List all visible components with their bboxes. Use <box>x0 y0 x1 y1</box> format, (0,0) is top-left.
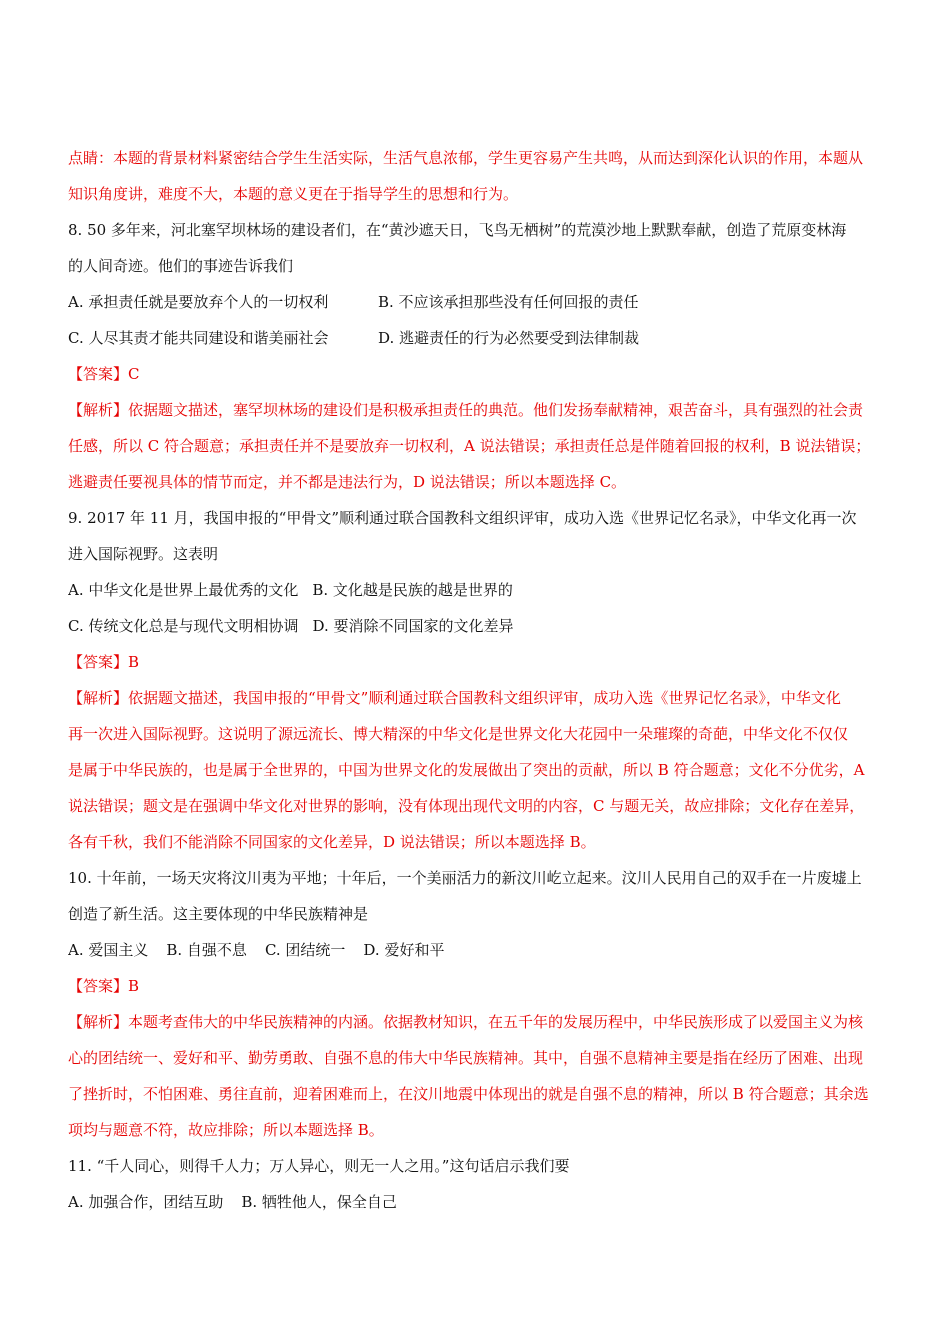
q9-option-d: D. 要消除不同国家的文化差异 <box>312 617 514 635</box>
q10-stem-line-1: 10. 十年前，一场天灾将汶川夷为平地；十年后，一个美丽活力的新汶川屹立起来。汶川人民用自己的双手在一片废墟上 <box>68 869 862 887</box>
q10-option-d: D. 爱好和平 <box>363 941 445 959</box>
q10-option-c: C. 团结统一 <box>264 941 346 959</box>
q9-option-a: A. 中华文化是世界上最优秀的文化 <box>68 581 299 599</box>
q9-stem-line-2: 进入国际视野。这表明 <box>68 545 219 563</box>
q10-option-a: A. 爱国主义 <box>68 941 149 959</box>
document-page <box>68 140 886 1220</box>
q9-answer: 【答案】B <box>68 653 140 671</box>
q9-explanation-line-1: 【解析】依据题文描述，我国申报的“甲骨文”顺利通过联合国教科文组织评审，成功入选《世界记忆名录》，中华文化 <box>68 689 841 707</box>
q8-stem-line-1: 8. 50 多年来，河北塞罕坝林场的建设者们，在“黄沙遮天日，飞鸟无栖树”的荒漠沙地上默默奉献，创造了荒原变林海 <box>68 221 847 239</box>
dianjing-line-2: 知识角度讲，难度不大，本题的意义更在于指导学生的思想和行为。 <box>68 185 519 203</box>
q9-explanation-line-5: 各有千秋，我们不能消除不同国家的文化差异，D 说法错误；所以本题选择 B。 <box>68 833 596 851</box>
q9-option-c: C. 传统文化总是与现代文明相协调 <box>68 617 299 635</box>
q9-explanation-line-2: 再一次进入国际视野。这说明了源远流长、博大精深的中华文化是世界文化大花园中一朵璀璨的奇葩，中华文化不仅仅 <box>68 725 849 743</box>
q11-options-row <box>68 1184 886 1220</box>
q9-options-row-1 <box>68 572 886 608</box>
q10-explanation-line-1: 【解析】本题考查伟大的中华民族精神的内涵。依据教材知识，在五千年的发展历程中，中华民族形成了以爱国主义为核 <box>68 1013 864 1031</box>
q8-explanation-line-2: 任感，所以 C 符合题意；承担责任并不是要放弃一切权利，A 说法错误；承担责任总是伴随着回报的权利，B 说法错误； <box>68 437 871 455</box>
q8-answer: 【答案】C <box>68 365 140 383</box>
q10-option-b: B. 自强不息 <box>166 941 247 959</box>
q8-explanation-line-1: 【解析】依据题文描述，塞罕坝林场的建设们是积极承担责任的典范。他们发扬奉献精神，艰苦奋斗，具有强烈的社会责 <box>68 401 864 419</box>
q9-stem-line-1: 9. 2017 年 11 月，我国申报的“甲骨文”顺利通过联合国教科文组织评审，成功入选《世界记忆名录》，中华文化再一次 <box>68 509 857 527</box>
q11-stem-line-1: 11. “千人同心，则得千人力；万人异心，则无一人之用。”这句话启示我们要 <box>68 1157 570 1175</box>
q11-option-b: B. 牺牲他人，保全自己 <box>241 1193 397 1211</box>
q8-option-b: B. 不应该承担那些没有任何回报的责任 <box>378 293 639 311</box>
q10-stem-line-2: 创造了新生活。这主要体现的中华民族精神是 <box>68 905 369 923</box>
q8-stem-line-2: 的人间奇迹。他们的事迹告诉我们 <box>68 257 294 275</box>
q11-option-a: A. 加强合作，团结互助 <box>68 1193 224 1211</box>
q10-explanation-line-3: 了挫折时，不怕困难、勇往直前，迎着困难而上，在汶川地震中体现出的就是自强不息的精神，所以 B 符合题意；其余选 <box>68 1085 869 1103</box>
q9-options-row-2 <box>68 608 886 644</box>
q10-options-row <box>68 932 886 968</box>
q8-options-row-1 <box>68 284 886 320</box>
q8-explanation-line-3: 逃避责任要视具体的情节而定，并不都是违法行为，D 说法错误；所以本题选择 C。 <box>68 473 627 491</box>
q8-options-row-2 <box>68 320 886 356</box>
q10-explanation-line-4: 项均与题意不符，故应排除；所以本题选择 B。 <box>68 1121 384 1139</box>
q9-option-b: B. 文化越是民族的越是世界的 <box>312 581 513 599</box>
q10-explanation-line-2: 心的团结统一、爱好和平、勤劳勇敢、自强不息的伟大中华民族精神。其中，自强不息精神主要是指在经历了困难、出现 <box>68 1049 864 1067</box>
q8-option-c: C. 人尽其责才能共同建设和谐美丽社会 <box>68 329 329 347</box>
q9-explanation-line-4: 说法错误；题文是在强调中华文化对世界的影响，没有体现出现代文明的内容，C 与题无关，故应排除；文化存在差异， <box>68 797 865 815</box>
q10-answer: 【答案】B <box>68 977 140 995</box>
q8-option-d: D. 逃避责任的行为必然要受到法律制裁 <box>378 329 640 347</box>
q9-explanation-line-3: 是属于中华民族的，也是属于全世界的，中国为世界文化的发展做出了突出的贡献，所以 B 符合题意；文化不分优劣，A <box>68 761 865 779</box>
q8-option-a: A. 承担责任就是要放弃个人的一切权利 <box>68 293 329 311</box>
dianjing-line-1: 点睛：本题的背景材料紧密结合学生生活实际，生活气息浓郁，学生更容易产生共鸣，从而达到深化认识的作用，本题从 <box>68 149 864 167</box>
